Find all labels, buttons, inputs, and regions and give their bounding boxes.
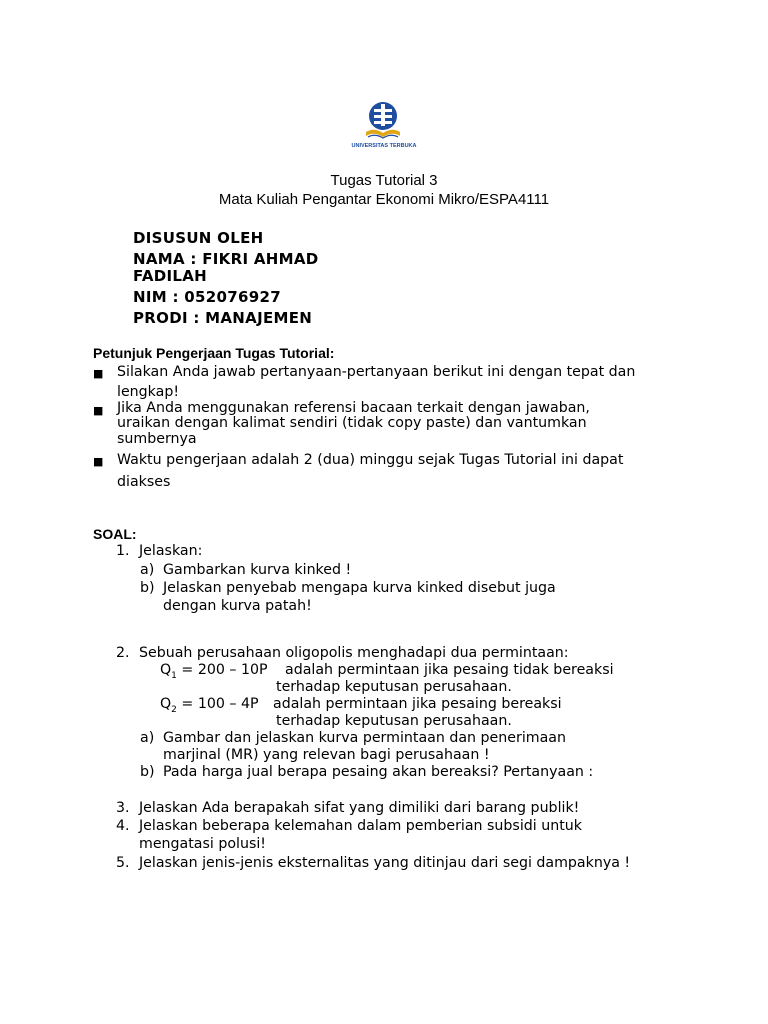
equation-q1-symbol: Q (160, 662, 172, 678)
question-1a-label: a) (140, 562, 155, 578)
question-2b-label: b) (140, 764, 155, 780)
question-1a-text: Gambarkan kurva kinked ! (163, 562, 352, 578)
bullet-icon: ■ (93, 455, 104, 468)
question-1b-label: b) (140, 580, 155, 596)
instruction-item-1-line1: Silakan Anda jawab pertanyaan-pertanyaan berikut ini dengan tepat dan (117, 364, 636, 380)
question-1b-line2: dengan kurva patah! (163, 598, 312, 614)
course-title: Mata Kuliah Pengantar Ekonomi Mikro/ESPA4111 (218, 191, 550, 208)
equation-q1-formula: = 200 – 10P (176, 662, 268, 678)
author-heading: DISUSUN OLEH (133, 229, 264, 247)
equation-q2-symbol: Q (160, 696, 172, 712)
question-2a-label: a) (140, 730, 155, 746)
equation-q2-description: adalah permintaan jika pesaing bereaksi (273, 696, 562, 712)
equation-q2-continuation: terhadap keputusan perusahaan. (276, 713, 512, 729)
question-2a-line1: Gambar dan jelaskan kurva permintaan dan penerimaan (163, 730, 566, 746)
question-3-number: 3. (116, 800, 130, 816)
question-3-text: Jelaskan Ada berapakah sifat yang dimiliki dari barang publik! (139, 800, 580, 816)
bullet-icon: ■ (93, 367, 104, 380)
equation-q1 (160, 662, 268, 681)
instruction-item-2-line3: sumbernya (117, 431, 197, 447)
equation-q2-formula: = 100 – 4P (176, 696, 259, 712)
instruction-item-3-line2: diakses (117, 474, 171, 490)
equation-q1-description: adalah permintaan jika pesaing tidak bereaksi (285, 662, 614, 678)
equation-q1-subscript: 1 (171, 670, 177, 681)
author-prodi: PRODI : MANAJEMEN (133, 309, 313, 327)
question-2b-text: Pada harga jual berapa pesaing akan bereaksi? Pertanyaan : (163, 764, 594, 780)
instruction-item-3-line1: Waktu pengerjaan adalah 2 (dua) minggu sejak Tugas Tutorial ini dapat (117, 452, 624, 468)
soal-heading: SOAL: (93, 526, 137, 542)
instruction-item-2-line1: Jika Anda menggunakan referensi bacaan terkait dengan jawaban, (117, 400, 590, 416)
document-title: Tugas Tutorial 3 (330, 172, 438, 189)
question-2-number: 2. (116, 645, 130, 661)
equation-q1-continuation: terhadap keputusan perusahaan. (276, 679, 512, 695)
logo-caption: UNIVERSITAS TERBUKA (351, 143, 417, 149)
question-4-line1: Jelaskan beberapa kelemahan dalam pemberian subsidi untuk (139, 818, 582, 834)
instruction-item-2-line2: uraikan dengan kalimat sendiri (tidak copy paste) dan vantumkan (117, 415, 587, 431)
question-4-line2: mengatasi polusi! (139, 836, 266, 852)
question-1-text: Jelaskan: (139, 543, 203, 559)
question-5-text: Jelaskan jenis-jenis eksternalitas yang ditinjau dari segi dampaknya ! (139, 855, 631, 871)
question-4-number: 4. (116, 818, 130, 834)
bullet-icon: ■ (93, 404, 104, 417)
author-name-line2: FADILAH (133, 267, 207, 285)
question-2a-line2: marjinal (MR) yang relevan bagi perusahaan ! (163, 747, 490, 763)
equation-q2 (160, 696, 259, 715)
equation-q2-subscript: 2 (171, 704, 177, 715)
author-name-line1: NAMA : FIKRI AHMAD (133, 250, 319, 268)
author-nim: NIM : 052076927 (133, 288, 281, 306)
question-5-number: 5. (116, 855, 130, 871)
question-1b-line1: Jelaskan penyebab mengapa kurva kinked disebut juga (163, 580, 556, 596)
question-1-number: 1. (116, 543, 130, 559)
question-2-text: Sebuah perusahaan oligopolis menghadapi dua permintaan: (139, 645, 569, 661)
instruction-item-1-line2: lengkap! (117, 384, 180, 400)
instructions-heading: Petunjuk Pengerjaan Tugas Tutorial: (93, 345, 335, 361)
